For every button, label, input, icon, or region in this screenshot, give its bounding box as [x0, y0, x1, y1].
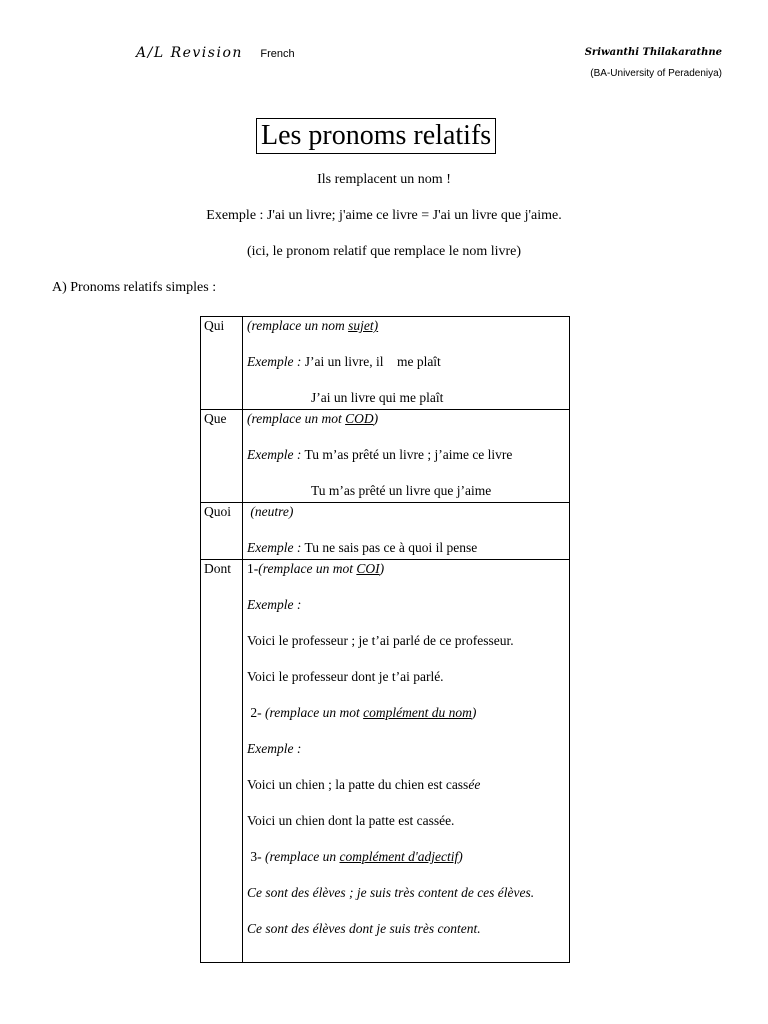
desc-text-end: ) — [379, 561, 385, 576]
example-text-end: ée — [468, 777, 481, 792]
cell-bottom-space — [247, 940, 569, 962]
example-result: Tu m’as prêté un livre que j’aime — [311, 483, 492, 498]
table-row-quoi — [201, 503, 570, 560]
desc-underlined: COI — [356, 561, 380, 576]
subject-label: French — [260, 48, 295, 60]
example-text: Ce sont des élèves ; je suis très content de ces élèves. — [247, 885, 535, 900]
relative-pronouns-table — [200, 316, 570, 963]
desc-text: (remplace un mot — [265, 705, 364, 720]
example-text: Tu m’as prêté un livre ; j’aime ce livre — [301, 447, 513, 462]
desc-text: (remplace un mot — [247, 411, 346, 426]
course-label: A/L Revision — [136, 45, 243, 61]
example-text: Voici un chien ; la patte du chien est cass — [247, 777, 469, 792]
example-label: Exemple : — [247, 741, 302, 756]
table-row-qui — [201, 317, 570, 410]
description-cell — [243, 410, 570, 503]
table-row-dont — [201, 560, 570, 963]
desc-underlined: sujet) — [348, 318, 379, 333]
example-result: Ce sont des élèves dont je suis très content. — [247, 921, 481, 936]
example-text: Tu ne sais pas ce à quoi il pense — [301, 540, 478, 555]
page-header-left — [136, 45, 295, 62]
author-university: (BA-University of Peradeniya) — [590, 68, 722, 79]
item-number: 3- — [247, 849, 265, 864]
example-result: J’ai un livre qui me plaît — [311, 390, 444, 405]
example-result: Voici le professeur dont je t’ai parlé. — [247, 669, 444, 684]
section-heading: A) Pronoms relatifs simples : — [52, 280, 217, 295]
desc-text: (neutre) — [247, 504, 294, 519]
desc-text-end: ) — [471, 705, 477, 720]
pronoun-cell: Quoi — [201, 503, 243, 560]
pronoun-cell: Que — [201, 410, 243, 503]
desc-text: (remplace un — [265, 849, 340, 864]
desc-text: (remplace un nom — [247, 318, 349, 333]
example-text: J’ai un livre, il me plaît — [301, 354, 441, 369]
pronoun-cell: Qui — [201, 317, 243, 410]
desc-underlined: complément du nom — [363, 705, 472, 720]
desc-text-end: ) — [458, 849, 463, 864]
example-label: Exemple : — [247, 354, 302, 369]
intro-note: (ici, le pronom relatif que remplace le nom livre) — [246, 244, 522, 259]
desc-underlined: complément d'adjectif — [339, 849, 459, 864]
item-number: 1- — [247, 561, 259, 576]
example-label: Exemple : — [247, 597, 302, 612]
example-text: Voici le professeur ; je t’ai parlé de ce professeur. — [247, 633, 514, 648]
page-title: Les pronoms relatifs — [256, 118, 496, 154]
description-cell — [243, 560, 570, 963]
pronoun-cell: Dont — [201, 560, 243, 963]
table-row-que — [201, 410, 570, 503]
intro-line-1: Ils remplacent un nom ! — [317, 172, 451, 187]
description-cell — [243, 503, 570, 560]
example-result: Voici un chien dont la patte est cassée. — [247, 813, 455, 828]
author-name: Sriwanthi Thilakarathne — [584, 47, 722, 58]
example-label: Exemple : — [247, 540, 302, 555]
desc-text: (remplace un mot — [258, 561, 357, 576]
desc-text-end: ) — [373, 411, 379, 426]
item-number: 2- — [247, 705, 265, 720]
intro-example: Exemple : J'ai un livre; j'aime ce livre = J'ai un livre que j'aime. — [206, 208, 562, 223]
description-cell — [243, 317, 570, 410]
example-label: Exemple : — [247, 447, 302, 462]
desc-underlined: COD — [345, 411, 374, 426]
